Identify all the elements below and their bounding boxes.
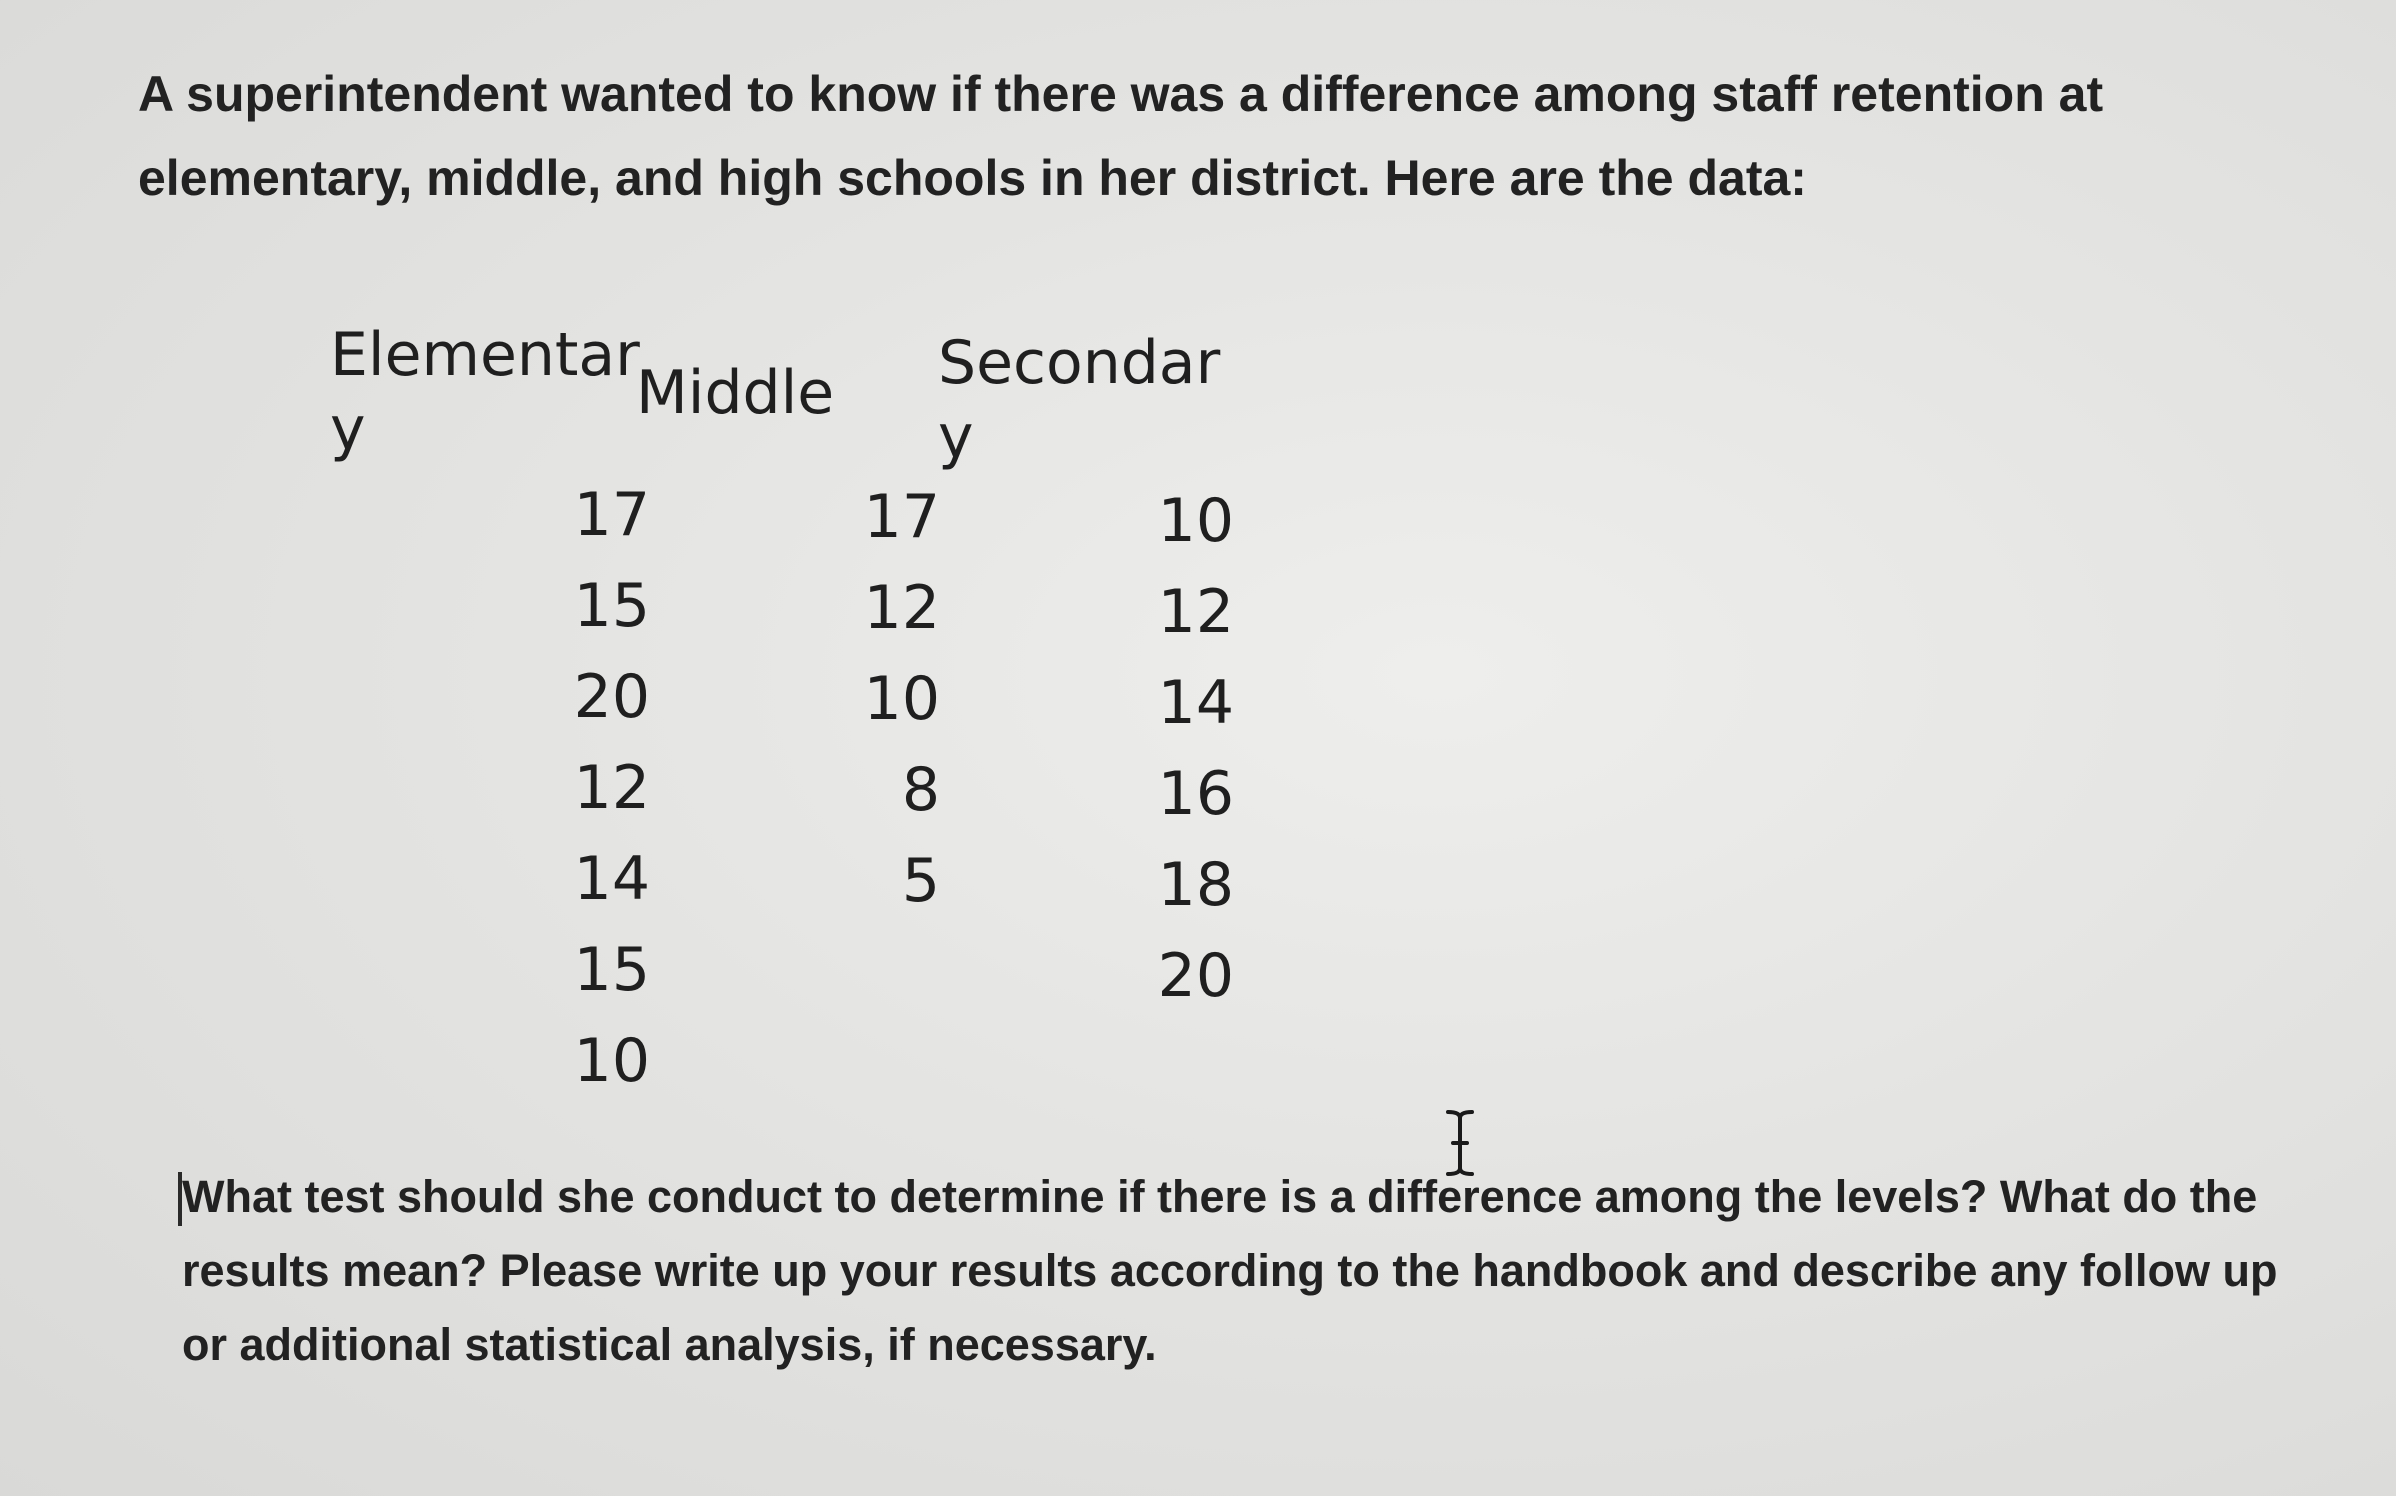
elementary-value: 14	[573, 844, 650, 914]
secondary-value: 14	[1157, 668, 1234, 738]
middle-value: 10	[863, 664, 940, 734]
secondary-value: 16	[1157, 759, 1234, 829]
middle-value: 17	[863, 482, 940, 552]
question-paragraph: What test should she conduct to determine if there is a difference among the levels? What do the results mean? Please write up your results according to the handbook and describe any follow up or additional statistical analysis, if necessary.	[182, 1171, 2278, 1370]
elementary-value: 17	[573, 480, 650, 550]
elementary-value: 12	[573, 753, 650, 823]
elementary-value: 15	[573, 571, 650, 641]
elementary-value: 20	[573, 662, 650, 732]
middle-value: 5	[901, 846, 940, 916]
elementary-column	[490, 470, 650, 1107]
elementary-value: 10	[573, 1026, 650, 1096]
middle-column	[780, 472, 940, 927]
secondary-value: 10	[1157, 486, 1234, 556]
middle-value: 8	[901, 755, 940, 825]
header-secondary: Secondar y	[938, 328, 1221, 472]
secondary-column	[1074, 476, 1234, 1022]
secondary-value: 18	[1157, 850, 1234, 920]
header-middle: Middle	[636, 358, 835, 428]
secondary-value: 20	[1157, 941, 1234, 1011]
header-elementary: Elementar y	[330, 320, 640, 464]
middle-value: 12	[863, 573, 940, 643]
elementary-value: 15	[573, 935, 650, 1005]
secondary-value: 12	[1157, 577, 1234, 647]
intro-paragraph: A superintendent wanted to know if there was a difference among staff retention at elementary, middle, and high schools in her district. Here are the data:	[138, 66, 2104, 206]
